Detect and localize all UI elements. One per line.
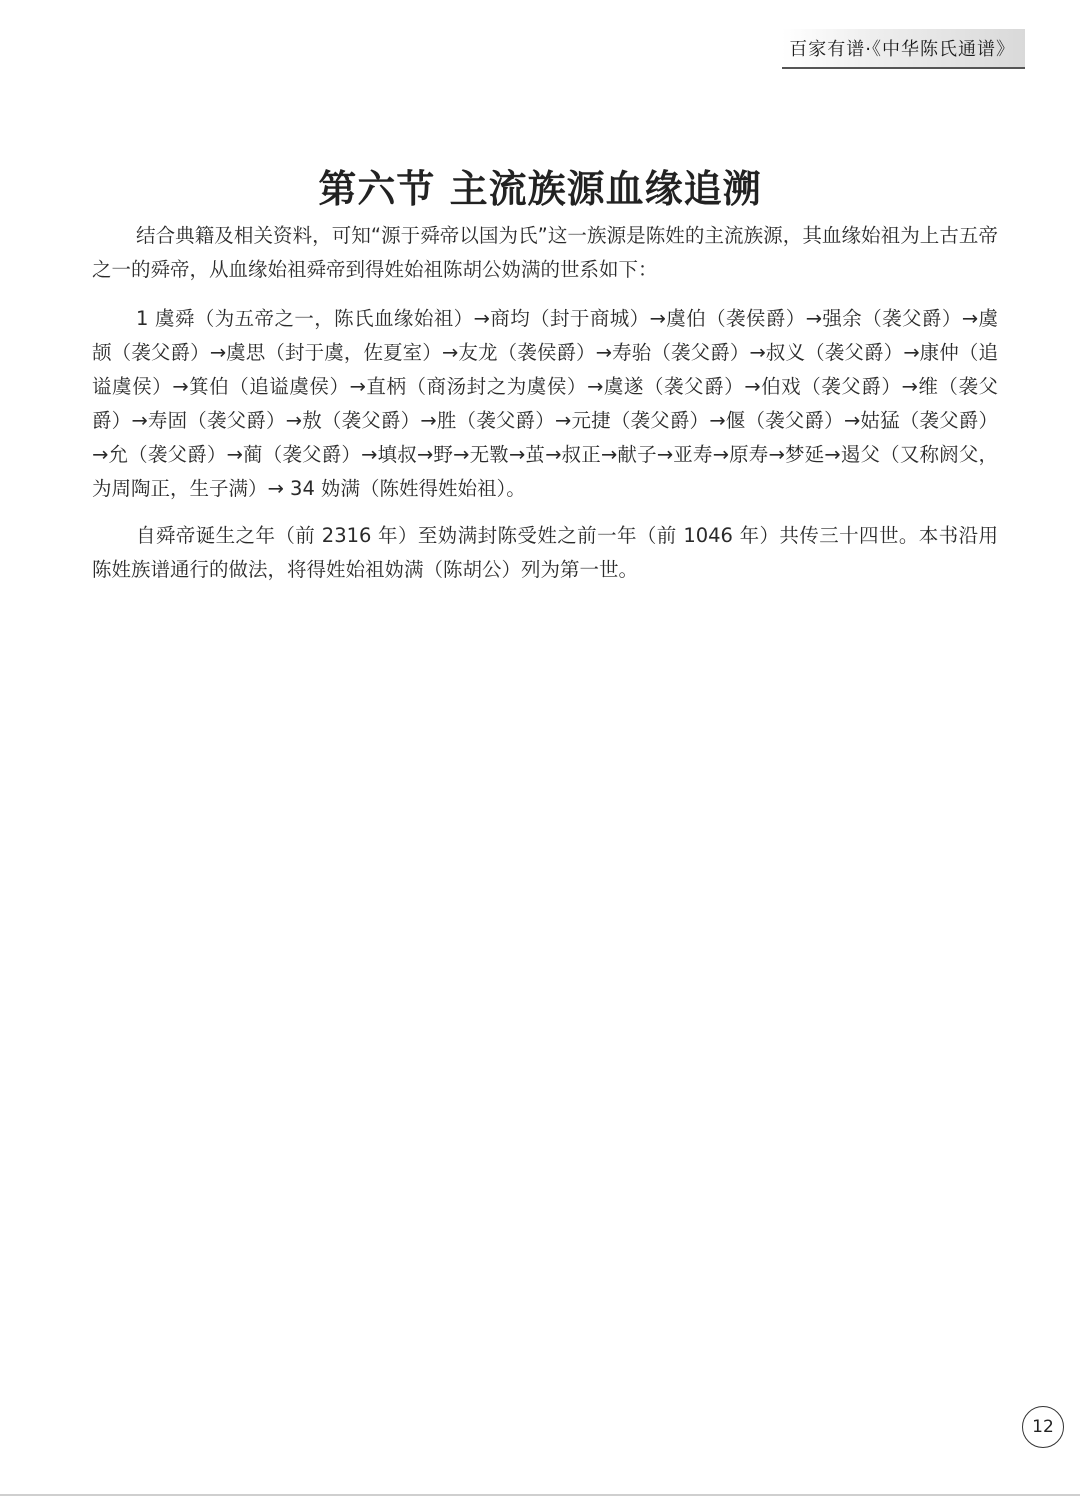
lineage-paragraph: 1 虞舜（为五帝之一，陈氏血缘始祖）→商均（封于商城）→虞伯（袭侯爵）→强余（袭父爵）→虞颉（袭父爵）→虞思（封于虞，佐夏室）→友龙（袭侯爵）→寿骀（袭父爵）→叔义（袭父爵）→康仲（追谥虞侯）→箕伯（追谥虞侯）→直柄（商汤封之为虞侯）→虞遂（袭父爵）→伯戏（袭父爵）→维（袭父爵）→寿固（袭父爵）→敖（袭父爵）→胜（袭父爵）→元捷（袭父爵）→偃（袭父爵）→姑猛（袭父爵）→允（袭父爵）→蔺（袭父爵）→填叔→野→无斁→茧→叔正→献子→亚寿→原寿→梦延→遏父（又称阏父，为周陶正，生子满）→ 34 妫满（陈姓得姓始祖）。 (92, 307, 998, 500)
page-number: 12 (1022, 1406, 1064, 1448)
section-title: 第六节 主流族源血缘追溯 (318, 167, 762, 212)
intro-paragraph: 结合典籍及相关资料，可知“源于舜帝以国为氏”这一族源是陈姓的主流族源，其血缘始祖为上古五帝之一的舜帝，从血缘始祖舜帝到得姓始祖陈胡公妫满的世系如下： (92, 224, 998, 281)
running-header (782, 29, 1025, 69)
bottom-divider (0, 1494, 1080, 1496)
running-header-title: 百家有谱·《中华陈氏通谱》 (789, 39, 1015, 60)
summary-paragraph: 自舜帝诞生之年（前 2316 年）至妫满封陈受姓之前一年（前 1046 年）共传三十四世。本书沿用陈姓族谱通行的做法，将得姓始祖妫满（陈胡公）列为第一世。 (92, 524, 998, 581)
